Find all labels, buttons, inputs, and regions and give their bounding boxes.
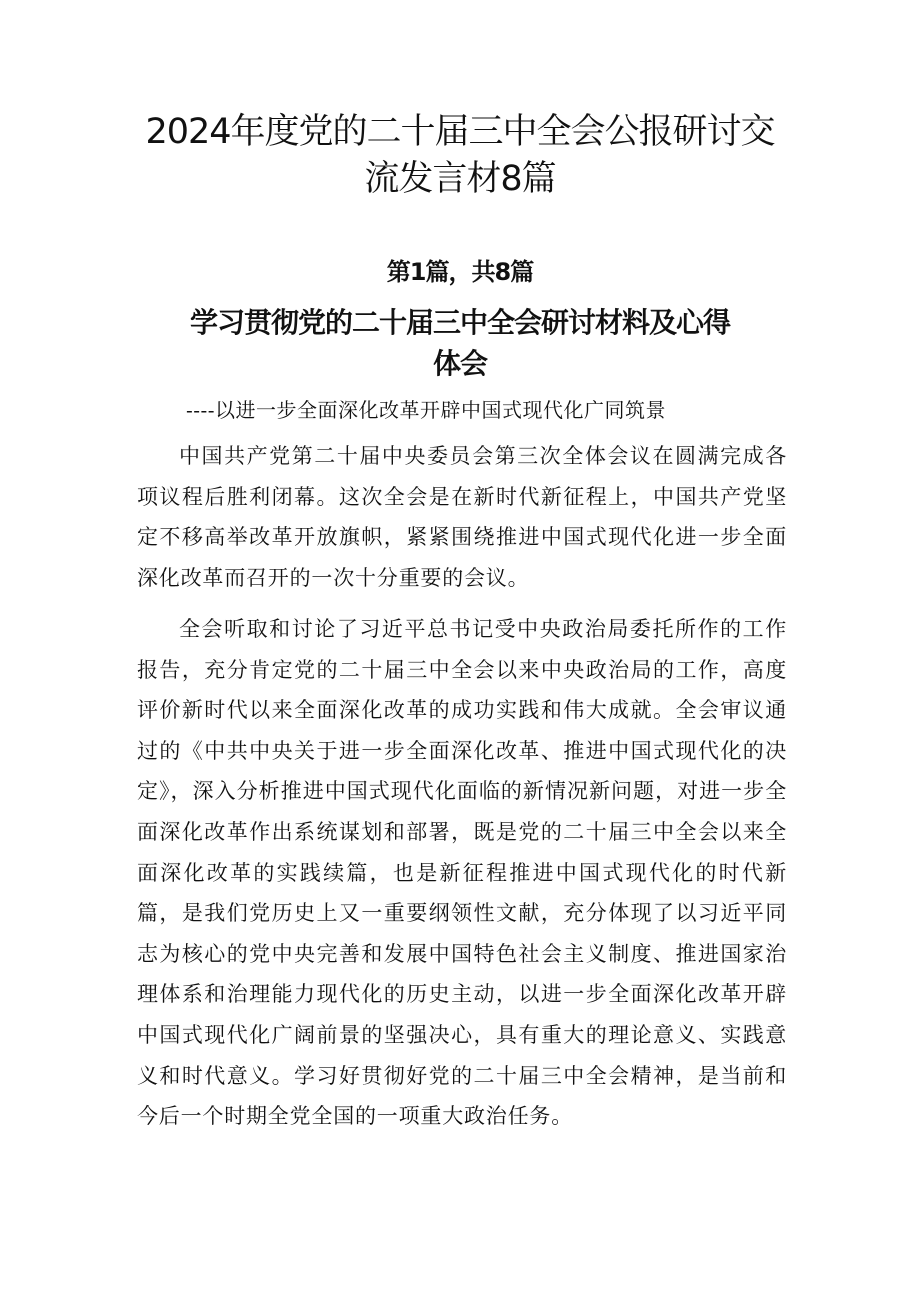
body-paragraph-1: 中国共产党第二十届中央委员会第三次全体会议在圆满完成各项议程后胜利闭幕。这次全会是在新时代新征程上，中国共产党坚定不移高举改革开放旗帜，紧紧围绕推进中国式现代化进一步全面深化改革而召开的一次十分重要的会议。 [137, 444, 787, 590]
section-title-line-1: 学习贯彻党的二十届三中全会研讨材料及心得 [189, 306, 730, 339]
section-title-line-2: 体会 [432, 347, 487, 380]
section-subtitle: ----以进一步全面深化改革开辟中国式现代化广同筑景 [186, 398, 667, 422]
document-title-line-2: 流发言材8篇 [364, 159, 556, 199]
document-title-line-1: 2024年度党的二十届三中全会公报研讨交 [145, 112, 775, 152]
part-label: 第1篇，共8篇 [386, 258, 534, 286]
body-paragraph-2: 全会听取和讨论了习近平总书记受中央政治局委托所作的工作报告，充分肯定党的二十届三中全会以来中央政治局的工作，高度评价新时代以来全面深化改革的成功实践和伟大成就。全会审议通过的《中共中央关于进一步全面深化改革、推进中国式现代化的决定》，深入分析推进中国式现代化面临的新情况新问题，对进一步全面深化改革作出系统谋划和部署，既是党的二十届三中全会以来全面深化改革的实践续篇，也是新征程推进中国式现代化的时代新篇，是我们党历史上又一重要纲领性文献，充分体现了以习近平同志为核心的党中央完善和发展中国特色社会主义制度、推进国家治理体系和治理能力现代化的历史主动，以进一步全面深化改革开辟中国式现代化广阔前景的坚强决心，具有重大的理论意义、实践意义和时代意义。学习好贯彻好党的二十届三中全会精神，是当前和今后一个时期全党全国的一项重大政治任务。 [137, 617, 787, 1129]
